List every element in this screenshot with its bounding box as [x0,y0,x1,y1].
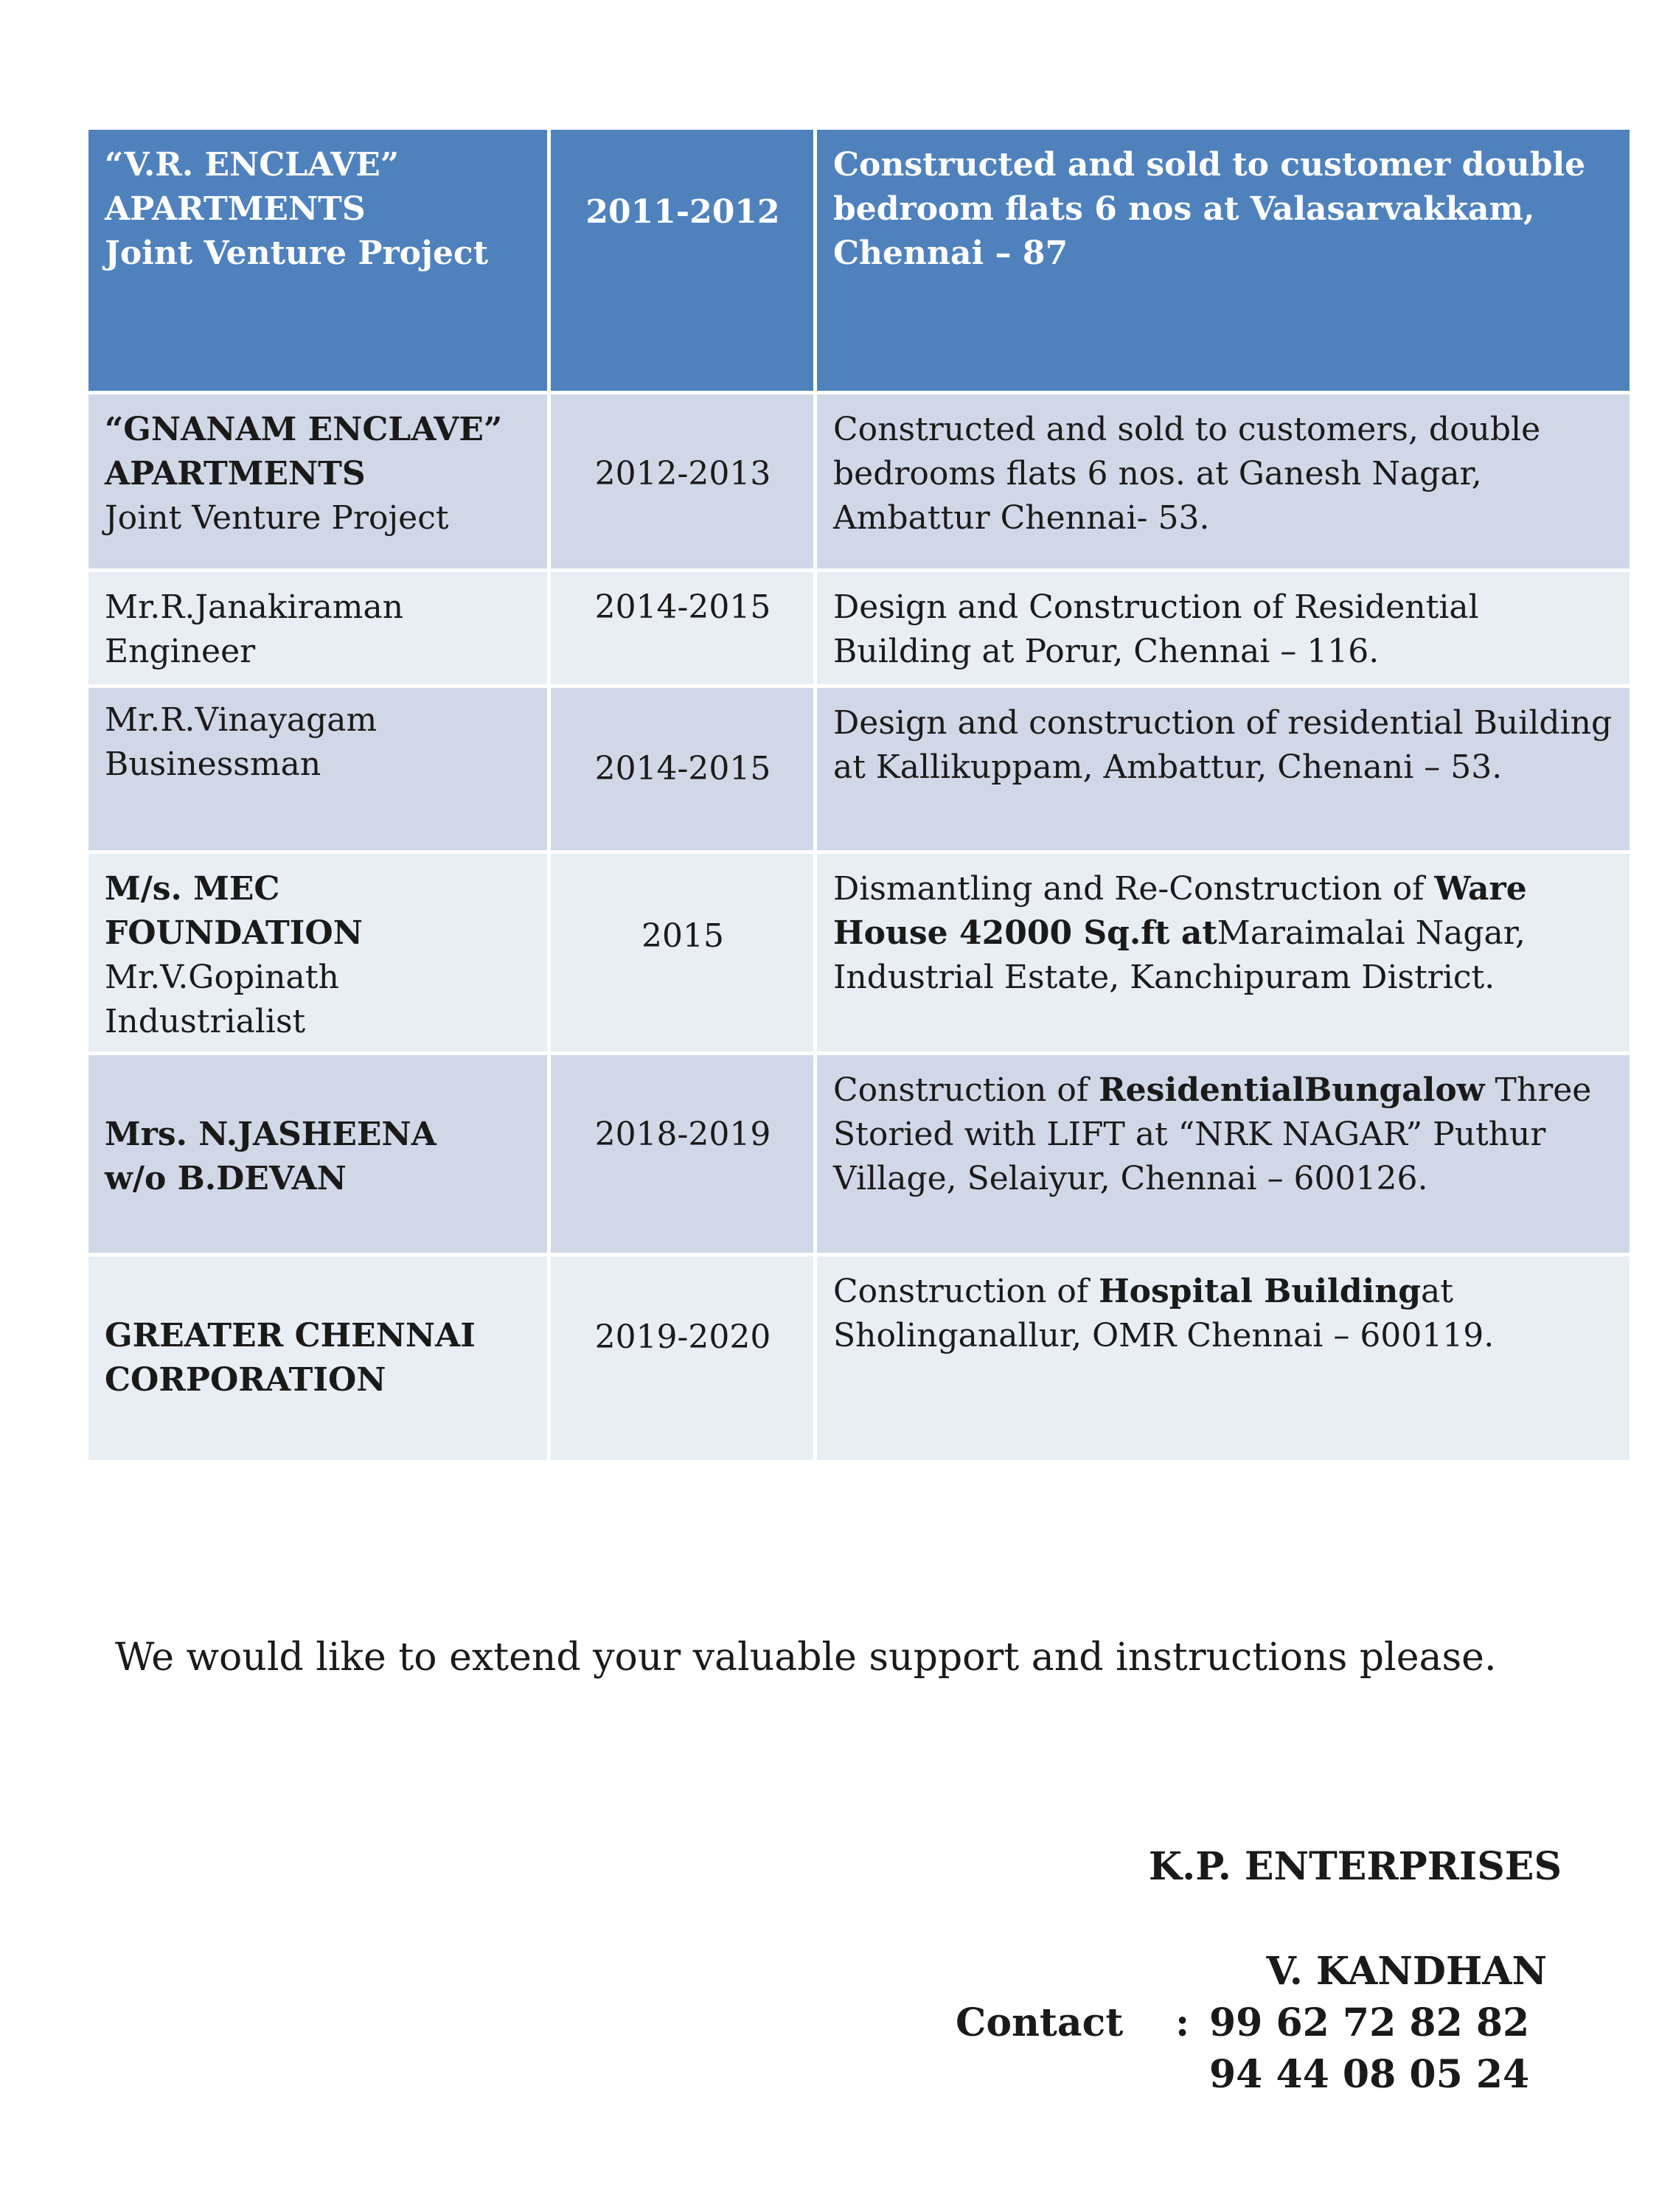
client-cell [88,1055,547,1253]
work-text-segment: Ware House 42000 Sq.ft at [833,870,1527,952]
table-row [88,572,1630,684]
client-line: “GNANAM ENCLAVE” [105,411,503,448]
client-line: M/s. MEC [105,870,280,908]
client-line: Businessman [105,745,321,783]
work-text-segment: Hospital Building [1099,1273,1421,1310]
work-description-cell [817,1055,1630,1253]
work-text-segment: Maraimalai Nagar, Industrial Estate, Kanchipuram District. [833,914,1526,996]
client-cell [88,688,547,850]
year-cell: 2012-2013 [551,394,813,568]
client-cell [88,1256,547,1460]
work-description-cell [817,572,1630,684]
client-cell [88,130,547,391]
year-cell: 2011-2012 [551,130,813,391]
work-text-segment: Design and construction of residential Building at Kallikuppam, Ambattur, Chenani – 53. [833,704,1613,786]
client-line: w/o B.DEVAN [105,1160,347,1197]
work-text-segment: Construction of [833,1071,1099,1109]
work-text-segment: Design and Construction of Residential Building at Porur, Chennai – 116. [833,588,1479,670]
work-text-segment: Construction of [833,1273,1099,1310]
client-cell [88,572,547,684]
work-description-cell [817,854,1630,1051]
signatory-name: V. KANDHAN [1266,1949,1547,1994]
work-text-segment: Constructed and sold to customer double bedroom flats 6 nos at Valasarvakkam, Chennai – 87 [833,146,1586,272]
closing-note: We would like to extend your valuable support and instructions please. [115,1635,1497,1680]
client-line: “V.R. ENCLAVE” [105,146,400,184]
work-description-cell [817,1256,1630,1460]
work-description-cell [817,394,1630,568]
table-row [88,854,1630,1051]
client-line: Mrs. N.JASHEENA [105,1116,437,1153]
client-line: APARTMENTS [105,190,366,228]
client-line: CORPORATION [105,1361,386,1399]
year-cell: 2015 [551,854,813,1051]
work-description-cell [817,688,1630,850]
projects-table-body [88,130,1630,1460]
year-cell: 2019-2020 [551,1256,813,1460]
client-line: Mr.R.Janakiraman [105,588,404,626]
work-text-segment: at Sholinganallur, OMR Chennai – 600119. [833,1273,1495,1354]
client-line: Joint Venture Project [105,499,449,537]
contact-label: Contact [956,2000,1124,2045]
work-text-segment: Dismantling and Re-Construction of [833,870,1435,908]
client-cell [88,854,547,1051]
client-line: APARTMENTS [105,455,366,493]
work-description-cell [817,130,1630,391]
client-line: Joint Venture Project [105,234,489,272]
client-cell [88,394,547,568]
client-line: Industrialist [105,1003,306,1040]
year-cell: 2018-2019 [551,1055,813,1253]
company-name: K.P. ENTERPRISES [1148,1844,1562,1889]
phone-number-1: 99 62 72 82 82 [1209,2000,1530,2045]
year-cell: 2014-2015 [551,572,813,684]
table-row [88,394,1630,568]
table-row [88,1256,1630,1460]
client-line: GREATER CHENNAI [105,1317,476,1354]
client-line: FOUNDATION [105,914,363,952]
work-text-segment: Constructed and sold to customers, double bedrooms flats 6 nos. at Ganesh Nagar, Ambattur Chennai- 53. [833,411,1541,537]
client-line: Mr.V.Gopinath [105,959,339,996]
table-row [88,1055,1630,1253]
projects-table [85,126,1633,1464]
table-row [88,688,1630,850]
table-header-row [88,130,1630,391]
year-cell: 2014-2015 [551,688,813,850]
work-text-segment: Three Storied with LIFT at “NRK NAGAR” Puthur Village, Selaiyur, Chennai – 600126. [833,1071,1592,1197]
client-line: Mr.R.Vinayagam [105,701,378,739]
contact-colon: : [1175,2000,1190,2045]
phone-number-2: 94 44 08 05 24 [1209,2052,1530,2097]
work-text-segment: ResidentialBungalow [1099,1071,1485,1109]
client-line: Engineer [105,633,256,670]
